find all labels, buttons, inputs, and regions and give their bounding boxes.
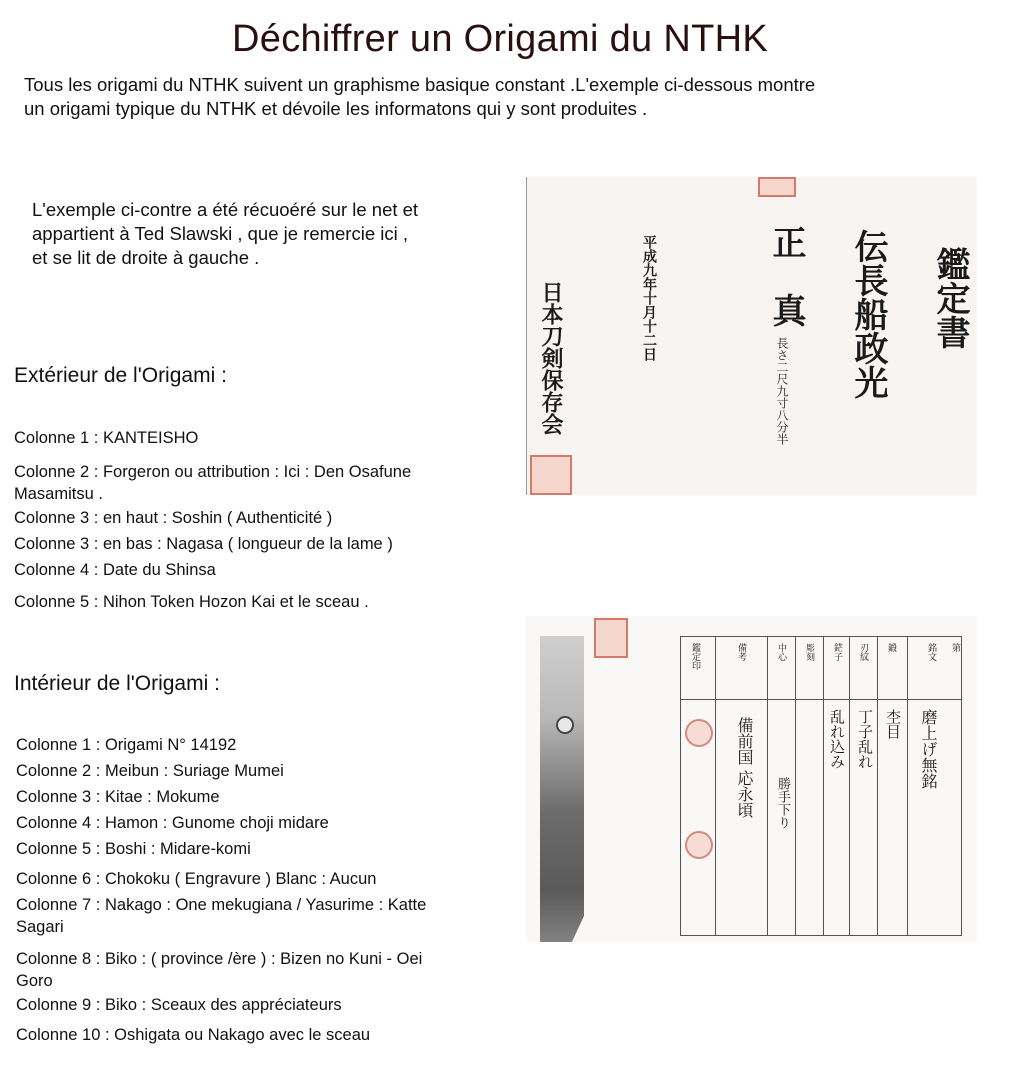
col-kanteisho: 鑑定書 — [930, 247, 970, 349]
col-soshin-top: 正 — [766, 225, 806, 259]
note-line: L'exemple ci-contre a été récuoéré sur le net et — [32, 199, 419, 220]
col-soshin-bottom: 真 — [766, 293, 806, 327]
oshigata-seal — [594, 618, 628, 658]
exterior-item: Colonne 4 : Date du Shinsa — [14, 561, 216, 579]
appraiser-seal — [685, 831, 713, 859]
mekugiana — [556, 716, 574, 734]
nakago-text: 勝手下り — [775, 777, 790, 829]
nakago-oshigata — [540, 636, 584, 942]
boshi-text: 乱れ込み — [828, 709, 846, 769]
header-label: 刃紋 — [858, 643, 868, 661]
intro-text — [24, 73, 964, 121]
intro-line: un origami typique du NTHK et dévoile les informatons qui y sont produites . — [24, 98, 648, 119]
hamon-text: 丁子乱れ — [856, 709, 874, 769]
table-divider — [715, 637, 716, 935]
table-divider — [907, 637, 908, 935]
exterior-item: Colonne 3 : en bas : Nagasa ( longueur de la lame ) — [14, 535, 393, 553]
table-divider — [849, 637, 850, 935]
doc-edge — [526, 177, 527, 495]
interior-item: Colonne 10 : Oshigata ou Nakago avec le sceau — [16, 1026, 371, 1044]
exterior-item: Colonne 1 : KANTEISHO — [14, 429, 199, 447]
note-line: appartient à Ted Slawski , que je remercie ici , — [32, 223, 409, 244]
nthk-seal — [530, 455, 572, 495]
page-title: Déchiffrer un Origami du NTHK — [232, 18, 768, 60]
header-label: 第 — [950, 643, 960, 652]
appraiser-seal — [685, 719, 713, 747]
biko-text: 備前国 応永頃 — [735, 717, 754, 819]
interior-item: Colonne 8 : Biko : ( province /ère ) : Bizen no Kuni - Oei Goro — [16, 950, 423, 990]
table-divider — [795, 637, 796, 935]
interior-item: Colonne 2 : Meibun : Suriage Mumei — [16, 762, 284, 780]
col-smith: 伝長船政光 — [848, 229, 888, 399]
exterior-item: Colonne 2 : Forgeron ou attribution : Ici : Den Osafune Masamitsu . — [14, 463, 412, 503]
exterior-item: Colonne 3 : en haut : Soshin ( Authenticité ) — [14, 509, 333, 527]
exterior-origami-image — [526, 177, 977, 495]
inner-table — [680, 636, 962, 936]
exterior-heading: Extérieur de l'Origami : — [14, 364, 227, 387]
header-label: 鑑定印 — [690, 643, 700, 670]
col-date: 平成九年十月十二日 — [641, 235, 657, 361]
table-divider — [767, 637, 768, 935]
interior-heading: Intérieur de l'Origami : — [14, 672, 220, 695]
header-label: 備考 — [736, 643, 746, 661]
header-label: 鍛 — [886, 643, 896, 652]
interior-item: Colonne 4 : Hamon : Gunome choji midare — [16, 814, 329, 832]
exterior-item: Colonne 5 : Nihon Token Hozon Kai et le sceau . — [14, 593, 369, 611]
source-note — [32, 198, 502, 270]
interior-item: Colonne 6 : Chokoku ( Engravure ) Blanc : Aucun — [16, 870, 377, 888]
kitae-text: 杢目 — [884, 709, 902, 739]
interior-item: Colonne 5 : Boshi : Midare-komi — [16, 840, 251, 858]
note-line: et se lit de droite à gauche . — [32, 247, 260, 268]
interior-item: Colonne 7 : Nakago : One mekugiana / Yasurime : Katte Sagari — [16, 896, 427, 936]
interior-item: Colonne 9 : Biko : Sceaux des appréciateurs — [16, 996, 342, 1014]
header-label: 銘文 — [926, 643, 936, 661]
interior-item: Colonne 3 : Kitae : Mokume — [16, 788, 220, 806]
top-seal — [758, 177, 796, 197]
meibun-text: 磨上げ無銘 — [919, 709, 938, 789]
interior-origami-image — [526, 616, 977, 942]
header-label: 彫刻 — [804, 643, 814, 661]
table-divider — [681, 699, 961, 700]
table-divider — [823, 637, 824, 935]
header-label: 鋩子 — [832, 643, 842, 661]
col-nagasa: 長さ二尺九寸八分半 — [775, 337, 789, 445]
col-nthk: 日本刀剣保存会 — [538, 281, 564, 435]
interior-item: Colonne 1 : Origami N° 14192 — [16, 736, 237, 754]
intro-line: Tous les origami du NTHK suivent un graphisme basique constant .L'exemple ci-dessous montre — [24, 74, 816, 95]
table-divider — [877, 637, 878, 935]
header-label: 中心 — [776, 643, 786, 661]
